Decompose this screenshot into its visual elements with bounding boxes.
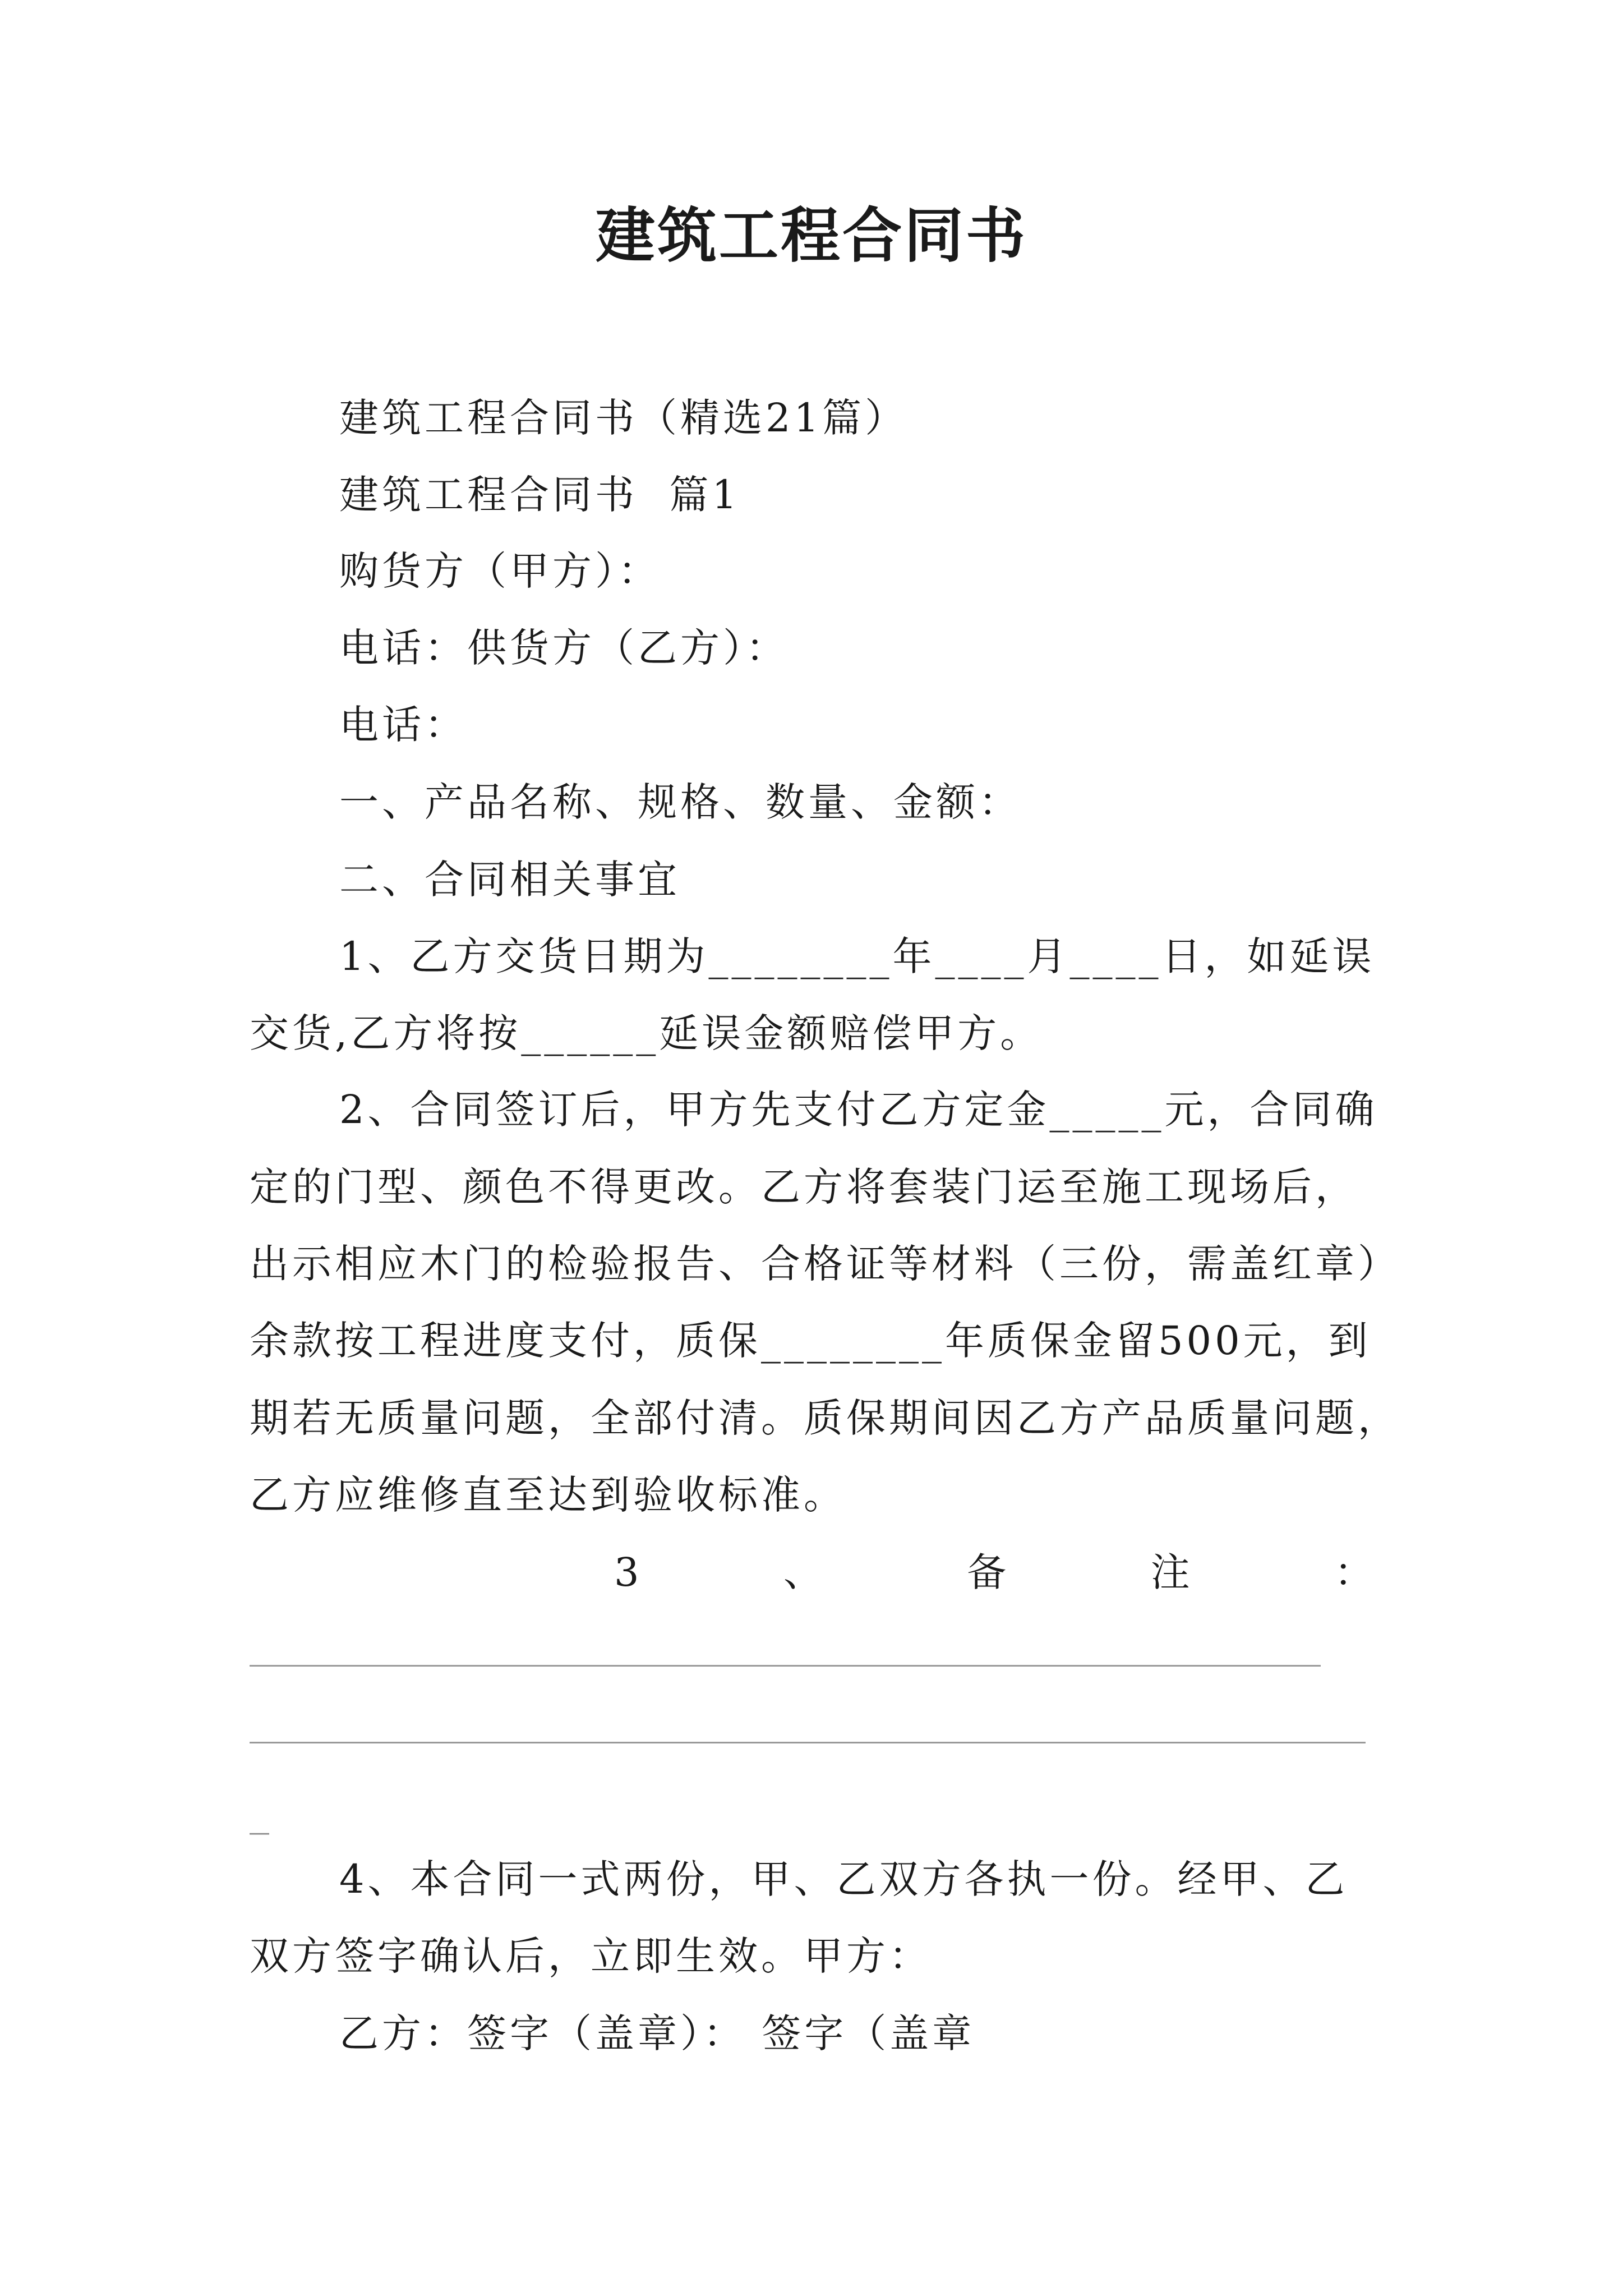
phone-supplier-line: 电话：供货方（乙方）： [339, 625, 789, 671]
item-3-char-2: 注 [1150, 1549, 1193, 1595]
signature-line: 乙方：签字（盖章）： 签字（盖章 [339, 2010, 975, 2056]
item-2-line-5: 期若无质量问题，全部付清。质保期间因乙方产品质量问题， [250, 1395, 1400, 1441]
note-blank-rule-1 [250, 1665, 1321, 1667]
item-2-line-3: 出示相应木门的检验报告、合格证等材料（三份，需盖红章） [250, 1241, 1400, 1287]
item-3-char-1: 备 [967, 1549, 1010, 1595]
item-1-line-1: 1、乙方交货日期为________年____月____日，如延误 [339, 933, 1375, 979]
phone-line: 电话： [339, 702, 467, 748]
item-3-separator: 、 [783, 1549, 826, 1595]
note-tail-mark: _ [250, 1789, 273, 1835]
subtitle-line: 建筑工程合同书（精选21篇） [339, 395, 908, 441]
item-1-line-2: 交货,乙方将按______延误金额赔偿甲方。 [250, 1010, 1043, 1056]
item-4-line-1: 4、本合同一式两份，甲、乙双方各执一份。经甲、乙 [339, 1856, 1348, 1902]
note-blank-rule-2 [250, 1742, 1366, 1743]
item-3-number: 3 [614, 1549, 643, 1595]
item-4-line-2: 双方签字确认后，立即生效。甲方： [250, 1933, 932, 1979]
item-3-colon: ： [1334, 1549, 1377, 1595]
item-2-line-4: 余款按工程进度支付，质保________年质保金留500元，到 [250, 1318, 1371, 1364]
item-2-line-2: 定的门型、颜色不得更改。乙方将套装门运至施工现场后， [250, 1164, 1358, 1210]
item-2-line-1: 2、合同签订后，甲方先支付乙方定金_____元，合同确 [339, 1087, 1378, 1133]
buyer-line: 购货方（甲方）： [339, 548, 661, 594]
document-title: 建筑工程合同书 [596, 200, 1027, 270]
item-2-line-6: 乙方应维修直至达到验收标准。 [250, 1472, 846, 1518]
section-heading: 建筑工程合同书 篇1 [339, 472, 741, 518]
item-3-heading [614, 1544, 1377, 1600]
clause-two-heading: 二、合同相关事宜 [339, 857, 680, 903]
clause-one-heading: 一、产品名称、规格、数量、金额： [339, 779, 1021, 825]
